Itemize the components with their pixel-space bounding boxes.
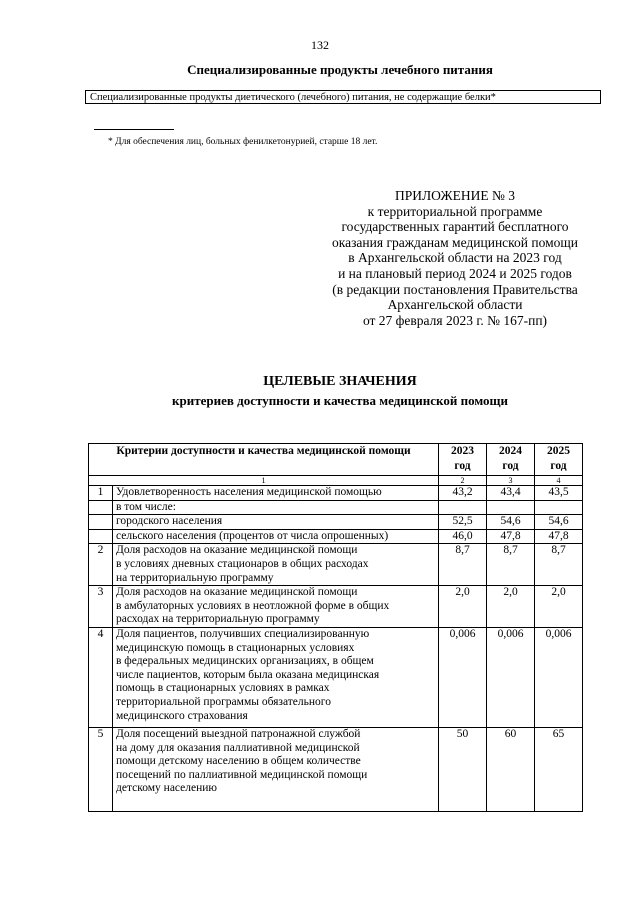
criterion-line: помощи детскому населению в общем количестве bbox=[116, 755, 361, 768]
header-year-2025: 2025 год bbox=[535, 444, 583, 476]
value-2023: 43,2 bbox=[439, 486, 487, 501]
criterion-line: сельского населения (процентов от числа опрошенных) bbox=[116, 529, 389, 542]
criterion-line: медицинскую помощь в стационарных условиях bbox=[116, 641, 355, 654]
criterion-line: медицинского страхования bbox=[116, 709, 248, 722]
criterion-text bbox=[113, 515, 439, 530]
appendix-line: к территориальной программе bbox=[367, 203, 543, 219]
value-2024: 0,006 bbox=[487, 627, 535, 727]
criterion-line: числе пациентов, которым была оказана медицинская bbox=[116, 668, 380, 681]
value-2024: 60 bbox=[487, 727, 535, 811]
appendix-block bbox=[300, 188, 610, 328]
header-criteria: Критерии доступности и качества медицинской помощи bbox=[89, 444, 439, 476]
criterion-text bbox=[113, 544, 439, 586]
page-number: 132 bbox=[311, 38, 329, 52]
criterion-line: на дому для оказания паллиативной медицинской bbox=[116, 741, 360, 754]
column-number: 3 bbox=[487, 476, 535, 486]
appendix-line: и на плановый период 2024 и 2025 годов bbox=[338, 265, 572, 281]
footnote: * Для обеспечения лиц, больных фенилкетонурией, старше 18 лет. bbox=[108, 137, 378, 147]
criterion-text bbox=[113, 529, 439, 544]
table-row bbox=[89, 544, 583, 586]
criterion-line: территориальной программы обязательного bbox=[116, 695, 331, 708]
value-2025: 43,5 bbox=[535, 486, 583, 501]
row-number: 4 bbox=[89, 627, 113, 727]
criterion-line: детскому населению bbox=[116, 782, 218, 795]
section-title: Специализированные продукты лечебного питания bbox=[187, 62, 493, 77]
criterion-text bbox=[113, 627, 439, 727]
criterion-line: Удовлетворенность населения медицинской помощью bbox=[116, 486, 382, 498]
value-2024: 54,6 bbox=[487, 515, 535, 530]
row-number: 3 bbox=[89, 586, 113, 628]
table-row bbox=[89, 727, 583, 811]
table-row bbox=[89, 529, 583, 544]
criterion-line: в условиях дневных стационаров в общих расходах bbox=[116, 557, 369, 570]
value-2023: 46,0 bbox=[439, 529, 487, 544]
criterion-line: в федеральных медицинских организациях, в общем bbox=[116, 655, 374, 668]
row-number bbox=[89, 515, 113, 530]
table-body bbox=[89, 486, 583, 812]
criterion-line: Доля расходов на оказание медицинской помощи bbox=[116, 544, 358, 557]
value-2023: 8,7 bbox=[439, 544, 487, 586]
appendix-line: от 27 февраля 2023 г. № 167-пп) bbox=[362, 312, 548, 328]
value-2025: 2,0 bbox=[535, 586, 583, 628]
value-2023: 0,006 bbox=[439, 627, 487, 727]
column-number: 2 bbox=[439, 476, 487, 486]
criterion-line: помощь в стационарных условиях в рамках bbox=[116, 682, 330, 695]
column-number-row bbox=[89, 476, 583, 486]
value-2024: 43,4 bbox=[487, 486, 535, 501]
table-header-row bbox=[89, 444, 583, 476]
value-2025: 8,7 bbox=[535, 544, 583, 586]
value-2024: 2,0 bbox=[487, 586, 535, 628]
criterion-line: расходах на территориальную программу bbox=[116, 613, 320, 626]
value-2024: 8,7 bbox=[487, 544, 535, 586]
criteria-table bbox=[88, 443, 583, 812]
value-2025: 0,006 bbox=[535, 627, 583, 727]
table-row bbox=[89, 486, 583, 501]
criterion-text bbox=[113, 486, 439, 501]
appendix-line: (в редакции постановления Правительства bbox=[332, 281, 578, 297]
value-2025: 47,8 bbox=[535, 529, 583, 544]
value-2025: 54,6 bbox=[535, 515, 583, 530]
criterion-line: Доля расходов на оказание медицинской помощи bbox=[116, 586, 358, 599]
column-number: 4 bbox=[535, 476, 583, 486]
criterion-text bbox=[113, 586, 439, 628]
appendix-line: Архангельской области bbox=[387, 297, 523, 313]
criterion-line: городского населения bbox=[116, 515, 223, 528]
row-number: 1 bbox=[89, 486, 113, 501]
criterion-line: посещений по паллиативной медицинской помощи bbox=[116, 768, 368, 781]
value-2023: 2,0 bbox=[439, 586, 487, 628]
column-number: 1 bbox=[89, 476, 439, 486]
row-number bbox=[89, 529, 113, 544]
value-2024: 47,8 bbox=[487, 529, 535, 544]
table-row bbox=[89, 586, 583, 628]
table-row bbox=[89, 500, 583, 515]
appendix-line: государственных гарантий бесплатного bbox=[341, 219, 569, 235]
criterion-line: в амбулаторных условиях в неотложной форме в общих bbox=[116, 599, 390, 612]
value-2025 bbox=[535, 500, 583, 515]
criterion-text bbox=[113, 500, 439, 515]
value-2024 bbox=[487, 500, 535, 515]
value-2023: 52,5 bbox=[439, 515, 487, 530]
value-2023 bbox=[439, 500, 487, 515]
appendix-line: в Архангельской области на 2023 год bbox=[348, 250, 562, 266]
row-number: 2 bbox=[89, 544, 113, 586]
value-2023: 50 bbox=[439, 727, 487, 811]
document-subtitle: критериев доступности и качества медицинской помощи bbox=[172, 393, 508, 408]
row-number: 5 bbox=[89, 727, 113, 811]
header-year-2024: 2024 год bbox=[487, 444, 535, 476]
criterion-line: Доля посещений выездной патронажной службой bbox=[116, 727, 361, 740]
value-2025: 65 bbox=[535, 727, 583, 811]
criterion-line: Доля пациентов, получивших специализированную bbox=[116, 627, 370, 640]
footnote-divider bbox=[94, 129, 174, 130]
criterion-line: на территориальную программу bbox=[116, 571, 274, 584]
table-row bbox=[89, 627, 583, 727]
appendix-line: оказания гражданам медицинской помощи bbox=[331, 234, 579, 250]
product-box: Специализированные продукты диетического (лечебного) питания, не содержащие белки* bbox=[85, 90, 601, 104]
criterion-line: в том числе: bbox=[116, 500, 176, 513]
criterion-text bbox=[113, 727, 439, 811]
header-year-2023: 2023 год bbox=[439, 444, 487, 476]
row-number bbox=[89, 500, 113, 515]
table-row bbox=[89, 515, 583, 530]
document-title: ЦЕЛЕВЫЕ ЗНАЧЕНИЯ bbox=[263, 374, 417, 389]
appendix-line: ПРИЛОЖЕНИЕ № 3 bbox=[394, 188, 516, 203]
